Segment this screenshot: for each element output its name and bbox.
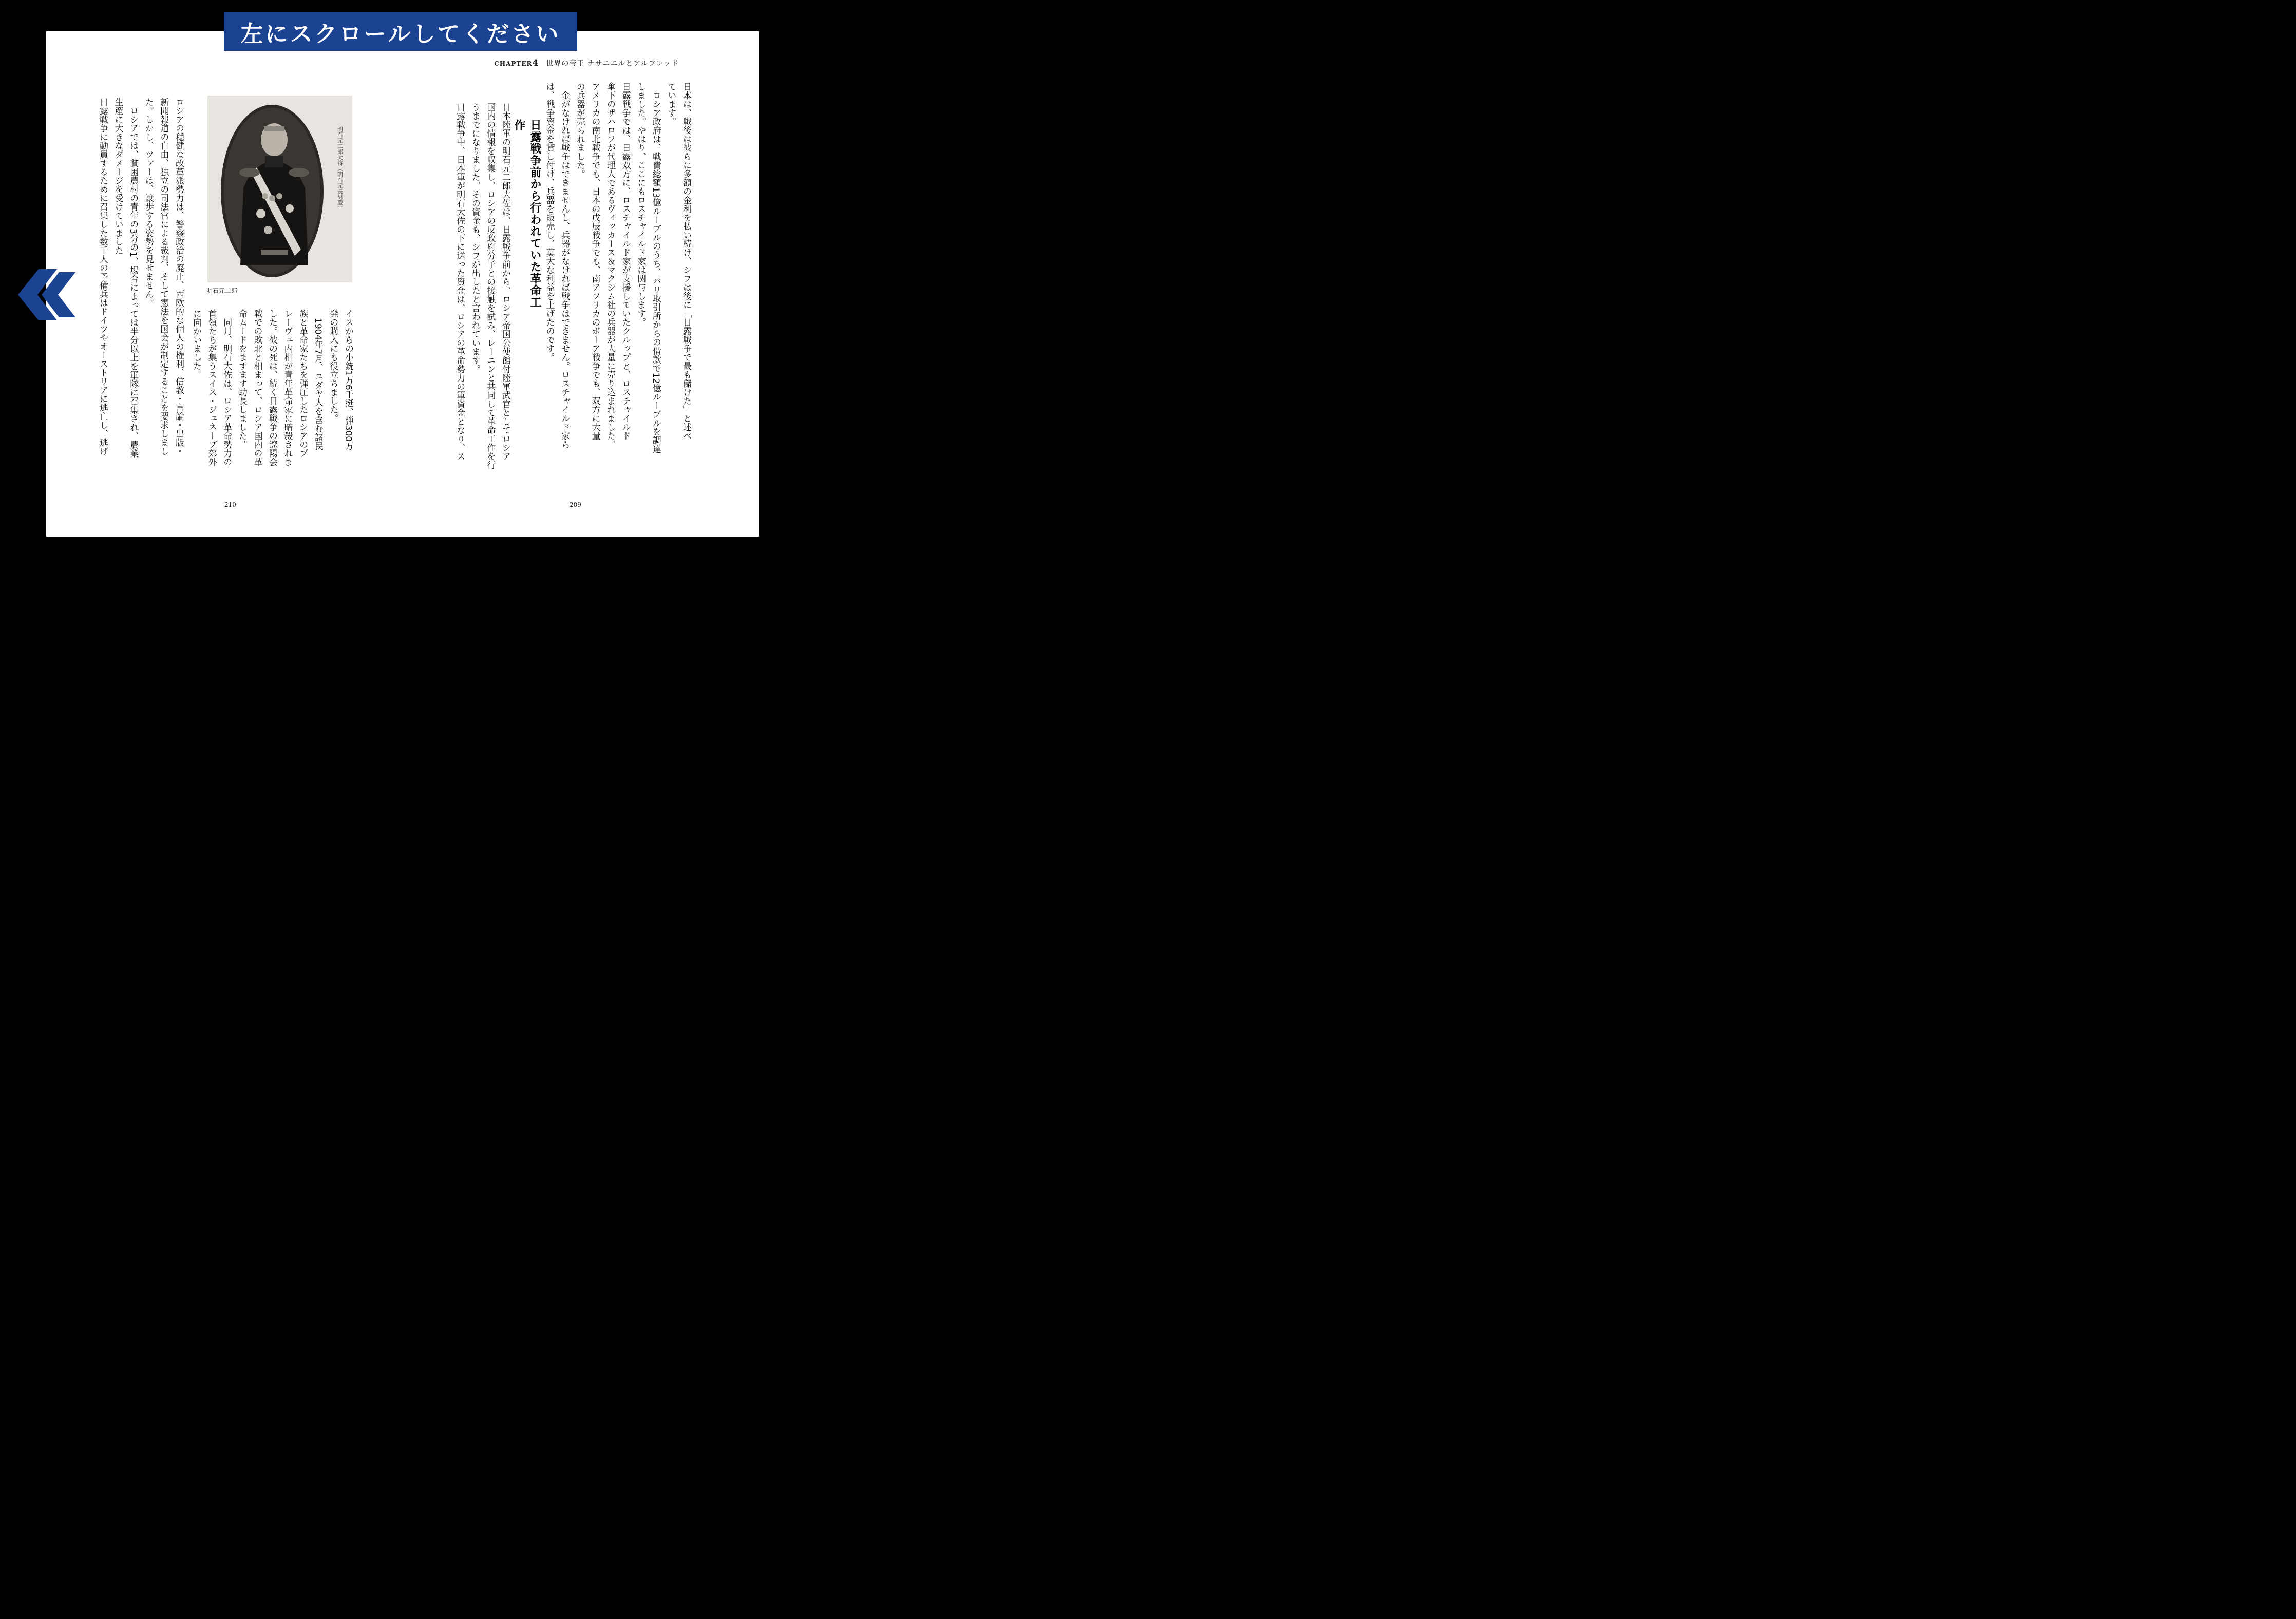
text-line: アメリカの南北戦争でも、日本の戊辰戦争でも、南アフリカのボーア戦争でも、双方に大量	[590, 82, 600, 440]
right-page-text-upper	[534, 82, 693, 472]
text-line: イスからの小銃1万6千挺、弾300万	[343, 309, 353, 451]
text-line: 日露戦争では、日露双方に、ロスチャイルド家が支援していたクルップと、ロスチャイルド	[620, 82, 631, 440]
text-line: 族と革命家たちを弾圧したロシアのプ	[297, 309, 308, 458]
right-page-text-lower	[447, 103, 513, 473]
text-line: は、戦争資金を貸し付け、兵器を販売し、莫大な利益を上げたのです。	[544, 82, 555, 361]
section-heading: 日露戦争前から行われていた革命工作	[513, 119, 541, 308]
text-line: 発の購入にも役立ちました。	[328, 309, 338, 423]
text-line: しました。やはり、ここにもロスチャイルド家は関与します。	[635, 82, 646, 327]
page-number-left: 210	[224, 501, 236, 508]
chapter-title: 世界の帝王 ナサニエルとアルフレッド	[546, 60, 679, 68]
banner-text: 左にスクロールしてください	[240, 21, 561, 47]
left-page-text-full	[92, 98, 186, 478]
text-line: 命ムードをますます助長しました。	[236, 309, 247, 449]
text-line: 新聞報道の自由、独立の司法官による裁判、そして憲法を国会が制定することを要求しまし	[158, 98, 169, 455]
text-line: に向かいました。	[191, 309, 202, 379]
text-line: 戦での敗北と相まって、ロシア国内の革	[252, 309, 262, 466]
text-line: 日本陸軍の明石元二郎大佐は、日露戦争前から、ロシア帝国公使館付陸軍武官としてロシア	[500, 103, 510, 461]
text-line: た。しかし、ツァーは、譲歩する姿勢を見せません。	[143, 98, 154, 307]
text-line: した。彼の死は、続く日露戦争の遼陽会	[267, 309, 278, 466]
text-line: 1904年7月、ユダヤ人を含む諸民	[312, 309, 323, 451]
photo-caption: 明石元二郎	[206, 287, 238, 294]
text-line: 日本は、戦後は彼らに多額の金利を払い続け、シフは後に「日露戦争で最も儲けた」と述べ	[681, 82, 691, 440]
text-line: ロシア政府は、戦費総額13億ルーブルのうち、パリ取引所からの借款で12億ルーブルを調達	[650, 82, 661, 454]
text-line: 生産に大きなダメージを受けていました	[112, 98, 123, 255]
scroll-instruction-banner	[224, 12, 577, 51]
chapter-label: CHAPTER4	[494, 58, 539, 68]
text-line: ロシアの穏健な改革派勢力は、警察政治の廃止、西欧的な個人の権利、信教・言論・出版・	[174, 98, 184, 455]
text-line: 日露戦争中、日本軍が明石大佐の下に送った資金は、ロシアの革命勢力の軍資金となり、ス	[454, 103, 465, 461]
text-line: レーヴェ内相が青年革命家に暗殺されま	[282, 309, 293, 466]
text-line: ロシアでは、貧困農村の青年の3分の1、場合によっては半分以上を軍隊に召集され、農業	[128, 98, 139, 458]
text-line: ています。	[666, 82, 676, 126]
text-line: 同月、明石大佐は、ロシア革命勢力の	[221, 309, 232, 466]
text-line: 日露戦争に動員するために召集した数千人の予備兵はドイツやオーストリアに逃亡し、逃げ	[98, 98, 108, 455]
photo-side-caption: 明石元二郎大将（明石元長男蔵）	[336, 126, 344, 211]
text-line: 傘下のザハロフが代理人であるヴィッカース＆マクシム社の兵器が大量に売り込まれました。	[605, 82, 616, 449]
portrait-photo	[207, 96, 352, 282]
double-chevron-left-icon[interactable]	[18, 269, 75, 320]
left-page-text-upper	[189, 309, 355, 479]
text-line: 首領たちが集うスイス・ジュネーブ郊外	[206, 309, 217, 466]
text-line: 国内の情報を収集し、ロシアの反政府分子との接触を試み、レーニンと共同して革命工作を行	[485, 103, 496, 469]
portrait-image	[207, 96, 352, 282]
page-number-right: 209	[570, 501, 581, 508]
text-line: 金がなければ戦争はできませんし、兵器がなければ戦争はできません。ロスチャイルド家ら	[559, 82, 570, 449]
text-line: うまでになりました。その資金も、シフが出したと言われています。	[469, 103, 480, 373]
text-line: の兵器が売られました。	[574, 82, 585, 178]
running-head	[494, 58, 679, 68]
